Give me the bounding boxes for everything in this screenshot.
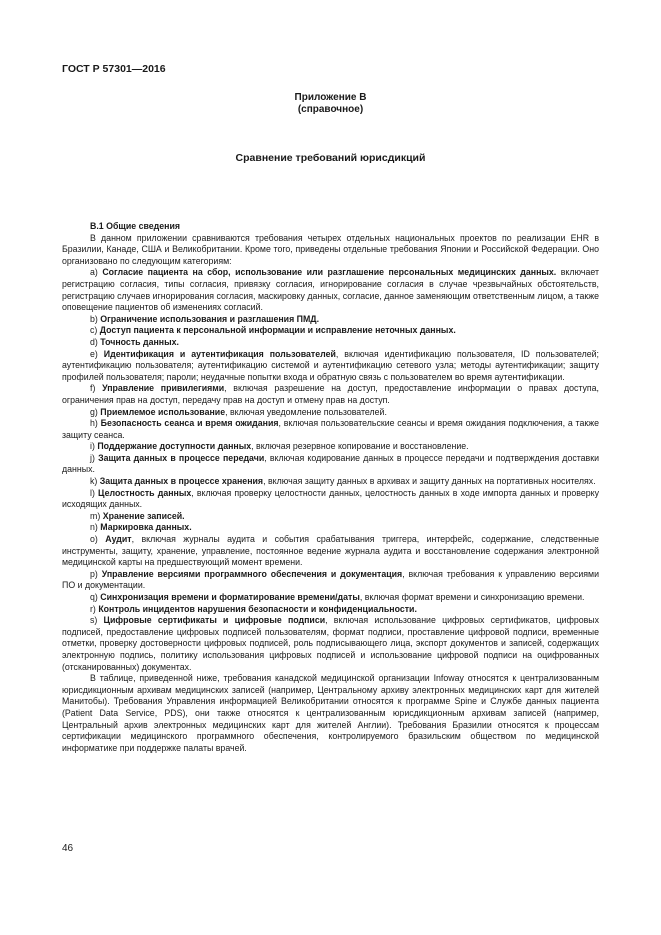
list-item-title: Приемлемое использование <box>100 406 226 417</box>
list-item-title: Управление версиями программного обеспечения и документация <box>101 568 403 579</box>
list-item <box>62 383 599 406</box>
list-item-letter: k) <box>90 476 98 487</box>
closing-paragraph: В таблице, приведенной ниже, требования канадской медицинской организации Infoway относятся к централизованным юрисдикционным архивам медицинских записей (например, Центральному архиву электронных медицинских карт для жителей Манитобы). Требования Управления информацией Великобритании относятся к программе Spine и Службе данных пациента (Patient Data Service, PDS), они также относятся к централизованным юрисдикционным архивам записей (например, Центральный архив электронных медицинских карт для жителей Англии). Требования Бразилии относятся к процессам сертификации медицинского программного обеспечения, контролируемого бразильским обществом по медицинской информатике при поддержке палаты врачей. <box>62 673 599 753</box>
list-item-text: , включая кодирование данных в процессе передачи и подтверждения доставки данных. <box>62 452 599 475</box>
list-item-letter: b) <box>90 313 98 324</box>
list-item-letter: o) <box>90 534 98 545</box>
list-item-letter: a) <box>90 267 98 278</box>
list-item-letter: g) <box>90 406 98 417</box>
appendix-type: (справочное) <box>297 103 364 115</box>
list-item-letter: d) <box>90 336 98 347</box>
list-item-text: , включая защиту данных в архивах и защиту данных на портативных носителях. <box>263 476 596 487</box>
list-item <box>62 325 599 337</box>
list-item-letter: n) <box>90 522 98 533</box>
list-item <box>62 488 599 511</box>
list-item-letter: s) <box>90 615 98 626</box>
list-item-letter: f) <box>90 383 96 394</box>
list-item <box>62 407 599 419</box>
list-item <box>62 441 599 453</box>
list-item-text: , включая проверку целостности данных, целостность данных в ходе импорта данных и проверку исходящих данных. <box>62 487 599 510</box>
list-item-text: , включая пользовательские сеансы и время ожидания подключения, а также защиту сеанса. <box>62 418 599 440</box>
list-item-text: , включая требования к управлению версиями ПО и документации. <box>62 568 599 591</box>
list-item-text: , включая уведомление пользователей. <box>225 406 387 417</box>
category-list <box>62 267 599 673</box>
list-item-title: Аудит <box>105 534 132 545</box>
list-item <box>62 604 599 616</box>
list-item <box>62 267 599 313</box>
list-item-letter: l) <box>90 487 95 498</box>
list-item-letter: q) <box>90 592 98 602</box>
list-item <box>62 569 599 592</box>
appendix-label <box>0 92 661 115</box>
list-item <box>62 592 599 604</box>
list-item-text: , включая формат времени и синхронизацию времени. <box>359 592 585 602</box>
list-item-letter: p) <box>90 568 98 579</box>
list-item <box>62 453 599 476</box>
document-standard-id: ГОСТ Р 57301—2016 <box>62 63 166 75</box>
appendix-title: Приложение В <box>294 92 367 103</box>
list-item-title: Защита данных в процессе хранения <box>99 476 264 487</box>
list-item-title: Точность данных. <box>100 336 179 347</box>
list-item-letter: j) <box>90 452 95 463</box>
list-item <box>62 418 599 441</box>
list-item <box>62 511 599 523</box>
list-item-letter: m) <box>90 510 101 521</box>
list-item-title: Защита данных в процессе передачи <box>98 452 265 463</box>
list-item-text: , включая разрешение на доступ, предоставление информации о правах доступа, ограничения прав на доступ, передачу прав на доступ и отмену прав на доступ. <box>62 383 599 405</box>
list-item-title: Безопасность сеанса и время ожидания <box>100 418 279 429</box>
list-item-title: Хранение записей. <box>102 510 185 521</box>
list-item-letter: c) <box>90 325 98 336</box>
list-item-title: Согласие пациента на сбор, использование или разглашение персональных медицинских данных. <box>102 267 557 278</box>
section-heading: В.1 Общие сведения <box>90 221 180 231</box>
list-item <box>62 349 599 384</box>
list-item <box>62 522 599 534</box>
list-item-letter: r) <box>90 603 96 614</box>
page-number: 46 <box>62 843 74 854</box>
list-item <box>62 337 599 349</box>
list-item <box>62 476 599 488</box>
list-item-letter: i) <box>90 441 95 452</box>
list-item-title: Управление привилегиями <box>102 383 225 394</box>
list-item-title: Поддержание доступности данных <box>97 441 252 452</box>
list-item-text: , включая журналы аудита и события срабатывания триггера, интерфейс, содержание, следственные инструменты, защиту, хранение, управление, постоянное ведение журнала аудита и восстановление содержания электронной медицинской карты на предшествующий момент времени. <box>62 534 600 568</box>
list-item-text: , включая использование цифровых сертификатов, цифровых подписей, предоставление цифровых подписей пользователям, формат подписи, проставление цифровой подписи, временные отметки, проверку достоверности цифровых подписей, роль подписывающего лица, экспорт документов и записей, содержащих электронную подпись, политику использования цифровых подписей и использование цифровой подписи на оцифрованных (отсканированных) документах. <box>62 615 599 672</box>
document-body <box>62 221 599 754</box>
list-item-text: , включая резервное копирование и восстановление. <box>251 441 469 452</box>
list-item-title: Маркировка данных. <box>100 522 192 533</box>
list-item-title: Синхронизация времени и форматирование времени/даты <box>100 592 360 602</box>
list-item-title: Доступ пациента к персональной информации и исправление неточных данных. <box>99 325 456 336</box>
page-title: Сравнение требований юрисдикций <box>235 152 426 164</box>
list-item <box>62 534 599 569</box>
list-item-text: включает регистрацию согласия, типы согласия, привязку согласия, игнорирование согласия в случае чрезвычайных обстоятельств, регистрацию случаев игнорирования согласия, маскировку данных, согласие, данное заменяющим ответственным лицом, а также оповещение пациентов об изменениях согласий. <box>62 267 599 313</box>
list-item <box>62 615 599 673</box>
list-item-title: Контроль инцидентов нарушения безопасности и конфиденциальности. <box>98 603 417 614</box>
list-item-letter: e) <box>90 348 98 359</box>
list-item-letter: h) <box>90 418 98 429</box>
list-item-text: , включая идентификацию пользователя, ID пользователей; аутентификацию пользователя; аутентификацию системой и аутентификацию сетевого узла; методы аутентификации; защиту профилей пользователя; пароли; неудачные попытки входа и обратную связь с пользователем во время аутентификации. <box>62 348 600 382</box>
list-item-title: Целостность данных <box>98 487 192 498</box>
list-item-title: Ограничение использования и разглашения ПМД. <box>100 313 320 324</box>
list-item <box>62 314 599 326</box>
intro-paragraph: В данном приложении сравниваются требования четырех отдельных национальных проектов по реализации EHR в Бразилии, Канаде, США и Великобритании. Кроме того, приведены отдельные требования Японии и Российской Федерации. Оно организовано по следующим категориям: <box>62 232 599 266</box>
list-item-title: Идентификация и аутентификация пользователей <box>103 348 336 359</box>
list-item-title: Цифровые сертификаты и цифровые подписи <box>103 615 326 626</box>
